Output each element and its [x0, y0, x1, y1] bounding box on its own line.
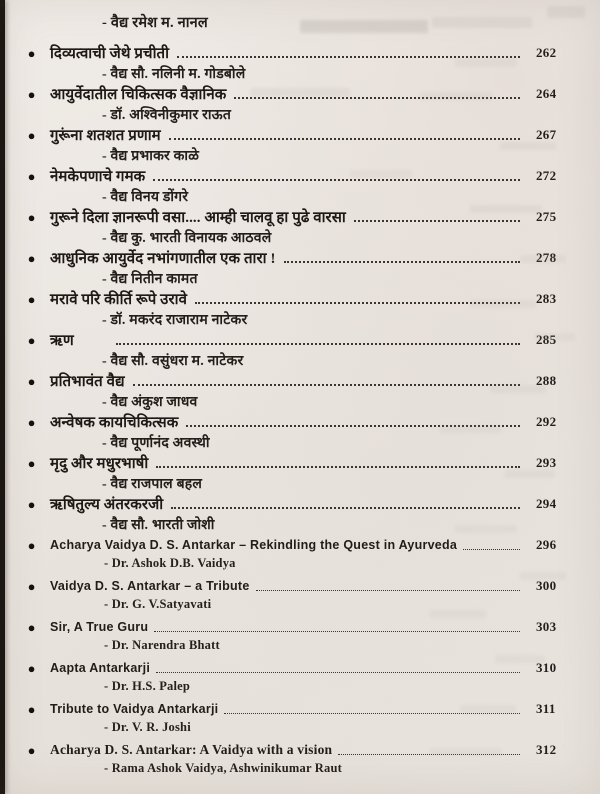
- entry-title: Tribute to Vaidya Antarkarji: [50, 702, 219, 716]
- toc-entry-title-row: [0, 698, 600, 720]
- dotted-leader: [234, 97, 520, 99]
- toc-entry: [0, 83, 600, 124]
- toc-entry: [0, 575, 600, 616]
- entry-page-number: 303: [536, 619, 557, 634]
- bullet-icon: ●: [27, 619, 36, 635]
- entry-page-number: 285: [536, 332, 557, 347]
- entry-page-number: 296: [536, 537, 557, 552]
- entry-page-number: 300: [536, 578, 557, 593]
- entry-author: - वैद्य कु. भारती विनायक आठवले: [102, 231, 272, 246]
- toc-entry-title-row: [0, 83, 600, 105]
- bullet-icon: ●: [27, 660, 36, 676]
- bullet-icon: ●: [27, 86, 36, 102]
- toc-entry-title-row: [0, 370, 600, 392]
- entry-title: गुरूने दिला ज्ञानरूपी वसा.... आम्ही चालवू हा पुढे वारसा: [50, 210, 346, 226]
- entry-author: - वैद्य प्रभाकर काळे: [102, 149, 200, 164]
- entry-page-number: 262: [536, 45, 557, 60]
- entry-title: आयुर्वेदातील चिकित्सक वैज्ञानिक: [50, 87, 227, 103]
- entry-page-number: 267: [536, 127, 557, 142]
- bullet-icon: ●: [27, 578, 36, 594]
- toc-entry-title-row: [0, 575, 600, 597]
- toc-entry: [0, 616, 600, 657]
- dotted-leader: [169, 138, 520, 140]
- entry-page-number: 288: [536, 373, 557, 388]
- toc-entry-title-row: [0, 493, 600, 515]
- leading-author-line: - वैद्य रमेश म. नानल: [102, 15, 208, 31]
- toc-entry: [0, 124, 600, 165]
- entry-title: Vaidya D. S. Antarkar – a Tribute: [50, 579, 250, 593]
- toc-entry-title-row: [0, 165, 600, 187]
- entry-author: - वैद्य सौ. वसुंधरा म. नाटेकर: [102, 354, 244, 369]
- bullet-icon: ●: [27, 537, 36, 553]
- entry-page-number: 311: [536, 701, 556, 716]
- bullet-icon: ●: [27, 127, 36, 143]
- dotted-leader: [338, 754, 520, 755]
- dotted-leader: [133, 384, 520, 386]
- toc-entry-title-row: [0, 247, 600, 269]
- dotted-leader: [354, 220, 520, 222]
- entry-page-number: 275: [536, 209, 557, 224]
- entry-title: आधुनिक आयुर्वेद नभांगणातील एक तारा !: [50, 251, 276, 267]
- entry-author: - डॉ. अश्विनीकुमार राऊत: [102, 108, 232, 123]
- toc-entry: [0, 42, 600, 83]
- bullet-icon: ●: [27, 742, 36, 758]
- entry-page-number: 293: [536, 455, 557, 470]
- dotted-leader: [195, 302, 520, 304]
- entry-author: - वैद्य विनय डोंगरे: [102, 190, 189, 205]
- entry-author: - Dr. H.S. Palep: [104, 679, 191, 693]
- entry-title: ऋण: [50, 333, 74, 349]
- toc-entry: [0, 657, 600, 698]
- bullet-icon: ●: [27, 496, 36, 512]
- entry-page-number: 272: [536, 168, 557, 183]
- entry-author: - Dr. Ashok D.B. Vaidya: [104, 556, 236, 570]
- toc-entry: [0, 534, 600, 575]
- entry-author: - वैद्य राजपाल बहल: [102, 477, 203, 492]
- entry-title: अन्वेषक कायचिकित्सक: [50, 415, 179, 431]
- toc-entry: [0, 698, 600, 739]
- bullet-icon: ●: [27, 168, 36, 184]
- entry-author: - वैद्य पूर्णानंद अवस्थी: [102, 436, 210, 451]
- entry-page-number: 264: [536, 86, 557, 101]
- toc-entry: [0, 493, 600, 534]
- entry-page-number: 312: [536, 742, 557, 757]
- entry-title: Aapta Antarkarji: [50, 661, 151, 675]
- entry-title: नेमकेपणाचे गमक: [50, 169, 146, 185]
- entry-author: - Rama Ashok Vaidya, Ashwinikumar Raut: [104, 761, 342, 775]
- entry-author: - डॉ. मकरंद राजाराम नाटेकर: [102, 313, 248, 328]
- dotted-leader: [171, 507, 520, 509]
- entry-author: - वैद्य सौ. भारती जोशी: [102, 518, 215, 533]
- dotted-leader: [186, 425, 520, 427]
- entry-author: - वैद्य नितीन कामत: [102, 272, 198, 287]
- toc-entry: [0, 370, 600, 411]
- entry-title: Acharya Vaidya D. S. Antarkar – Rekindling the Quest in Ayurveda: [50, 538, 458, 552]
- toc-entry-title-row: [0, 411, 600, 433]
- toc-entry-title-row: [0, 124, 600, 146]
- toc-entry-list: [0, 42, 600, 780]
- dotted-leader: [177, 56, 520, 58]
- bullet-icon: ●: [27, 250, 36, 266]
- entry-author: - Dr. Narendra Bhatt: [104, 638, 220, 652]
- dotted-leader: [153, 179, 520, 181]
- bullet-icon: ●: [27, 332, 36, 348]
- toc-entry-title-row: [0, 657, 600, 679]
- toc-entry: [0, 739, 600, 780]
- entry-author: - वैद्य अंकुश जाधव: [102, 395, 198, 410]
- dotted-leader: [156, 672, 520, 673]
- entry-title: मरावे परि कीर्ति रूपे उरावे: [50, 292, 188, 308]
- entry-title: प्रतिभावंत वैद्य: [50, 374, 125, 390]
- bullet-icon: ●: [27, 209, 36, 225]
- dotted-leader: [256, 590, 520, 591]
- entry-author: - वैद्य सौ. नलिनी म. गोडबोले: [102, 67, 246, 82]
- toc-entry-title-row: [0, 42, 600, 64]
- dotted-leader: [463, 549, 520, 550]
- entry-page-number: 294: [536, 496, 557, 511]
- toc-entry-title-row: [0, 288, 600, 310]
- entry-page-number: 310: [536, 660, 557, 675]
- toc-entry: [0, 452, 600, 493]
- toc-entry-title-row: [0, 206, 600, 228]
- bullet-icon: ●: [27, 45, 36, 61]
- bullet-icon: ●: [27, 455, 36, 471]
- toc-entry-title-row: [0, 739, 600, 761]
- entry-author: - Dr. V. R. Joshi: [104, 720, 191, 734]
- entry-title: Acharya D. S. Antarkar: A Vaidya with a vision: [50, 742, 333, 757]
- dotted-leader: [154, 631, 520, 632]
- toc-entry-title-row: [0, 616, 600, 638]
- toc-entry: [0, 329, 600, 370]
- entry-title: ऋषितुल्य अंतरकरजी: [50, 497, 164, 513]
- bullet-icon: ●: [27, 373, 36, 389]
- toc-entry-title-row: [0, 534, 600, 556]
- toc-entry: [0, 206, 600, 247]
- entry-page-number: 278: [536, 250, 557, 265]
- toc-entry: [0, 247, 600, 288]
- entry-title: Sir, A True Guru: [50, 620, 149, 634]
- toc-entry-title-row: [0, 329, 600, 351]
- toc-entry: [0, 288, 600, 329]
- entry-page-number: 292: [536, 414, 557, 429]
- dotted-leader: [156, 466, 520, 468]
- dotted-leader: [224, 713, 520, 714]
- toc-entry-title-row: [0, 452, 600, 474]
- bullet-icon: ●: [27, 291, 36, 307]
- bullet-icon: ●: [27, 701, 36, 717]
- entry-page-number: 283: [536, 291, 557, 306]
- dotted-leader: [284, 261, 520, 263]
- dotted-leader: [116, 343, 520, 345]
- toc-entry: [0, 411, 600, 452]
- entry-title: गुरूंना शतशत प्रणाम: [50, 128, 161, 144]
- entry-title: दिव्यत्वाची जेथे प्रचीती: [50, 46, 170, 62]
- toc-entry: [0, 165, 600, 206]
- bullet-icon: ●: [27, 414, 36, 430]
- entry-author: - Dr. G. V.Satyavati: [104, 597, 212, 611]
- entry-title: मृदु और मधुरभाषी: [50, 456, 149, 472]
